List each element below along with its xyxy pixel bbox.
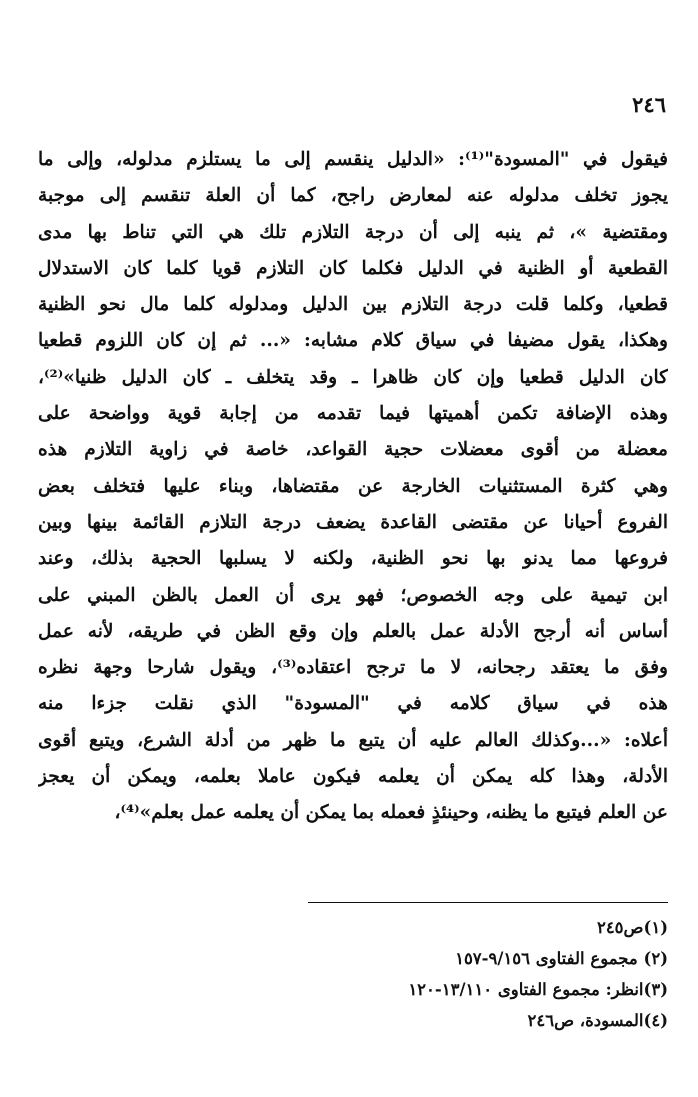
text-line: أساس أنه أرجح الأدلة عمل بالعلم وإن وقع الظن في طريقه، لأنه عمل <box>38 620 668 642</box>
text-line: وهي كثرة المستثنيات الخارجة عن مقتضاها، وبناء عليها فتخلف بعض <box>38 475 668 497</box>
footnote-4: (٤)المسودة، ص٢٤٦ <box>527 1011 668 1030</box>
text-line: معضلة من أقوى معضلات حجية القواعد، خاصة في زاوية التلازم هذه <box>38 439 668 461</box>
text-line: الفروع أحيانا عن مقتضى القاعدة يضعف درجة التلازم القائمة بينها وبين <box>38 511 668 533</box>
text-line: أعلاه: «...وكذلك العالم عليه أن يتبع ما ظهر من أدلة الشرع، ويتبع أقوى <box>38 729 668 751</box>
text-line: يجوز تخلف مدلوله عنه لمعارض راجح، كما أن العلة تنقسم إلى موجبة <box>38 185 668 207</box>
footnote-1: (١)ص٢٤٥ <box>596 918 668 937</box>
text-line: كان الدليل قطعيا وإن كان ظاهرا ـ وقد يتخلف ـ كان الدليل ظنيا»⁽²⁾، <box>38 366 668 388</box>
text-line: فيقول في "المسودة"⁽¹⁾: «الدليل ينقسم إلى ما يستلزم مدلوله، وإلى ما <box>38 149 668 170</box>
body-text <box>38 142 668 832</box>
footnote-2: (٢) مجموع الفتاوى ٩/١٥٦-١٥٧ <box>455 949 668 968</box>
footnote-3: (٣)انظر: مجموع الفتاوى ١٣/١١٠-١٢٠ <box>408 980 668 999</box>
footnote-divider <box>308 902 668 903</box>
text-line: وفق ما يعتقد رجحانه، لا ما ترجح اعتقاده⁽³⁾، ويقول شارحا وجهة نظره <box>38 657 668 679</box>
text-line: ابن تيمية على وجه الخصوص؛ فهو يرى أن العمل بالظن المبني على <box>38 584 668 606</box>
text-line: الأدلة، وهذا كله يمكن أن يعلمه فيكون عاملا بعلمه، ويمكن أن يعجز <box>38 766 668 788</box>
text-line: عن العلم فيتبع ما يظنه، وحينئذٍ فعمله بما يمكن أن يعلمه عمل بعلم»⁽⁴⁾، <box>114 802 668 824</box>
page-number: ٢٤٦ <box>632 92 666 117</box>
text-line: قطعيا، وكلما قلت درجة التلازم بين الدليل ومدلوله كلما مال نحو الظنية <box>38 294 668 316</box>
text-line: فروعها مما يدنو بها نحو الظنية، ولكنه لا يسلبها الحجية بذلك، وعند <box>38 548 668 570</box>
text-line: ومقتضية »، ثم ينبه إلى أن درجة التلازم تلك هي التي تناط بها مدى <box>38 221 668 243</box>
text-line: وهكذا، يقول مضيفا في سياق كلام مشابه: «... ثم إن كان اللزوم قطعيا <box>38 330 668 352</box>
text-line: وهذه الإضافة تكمن أهميتها فيما تقدمه من إجابة قوية وواضحة على <box>38 403 668 425</box>
footnotes <box>200 912 668 1036</box>
text-line: القطعية أو الظنية في الدليل فكلما كان التلازم قويا كلما كان الاستدلال <box>38 257 668 279</box>
text-line: هذه في سياق كلامه في "المسودة" الذي نقلت جزءا منه <box>38 693 668 715</box>
